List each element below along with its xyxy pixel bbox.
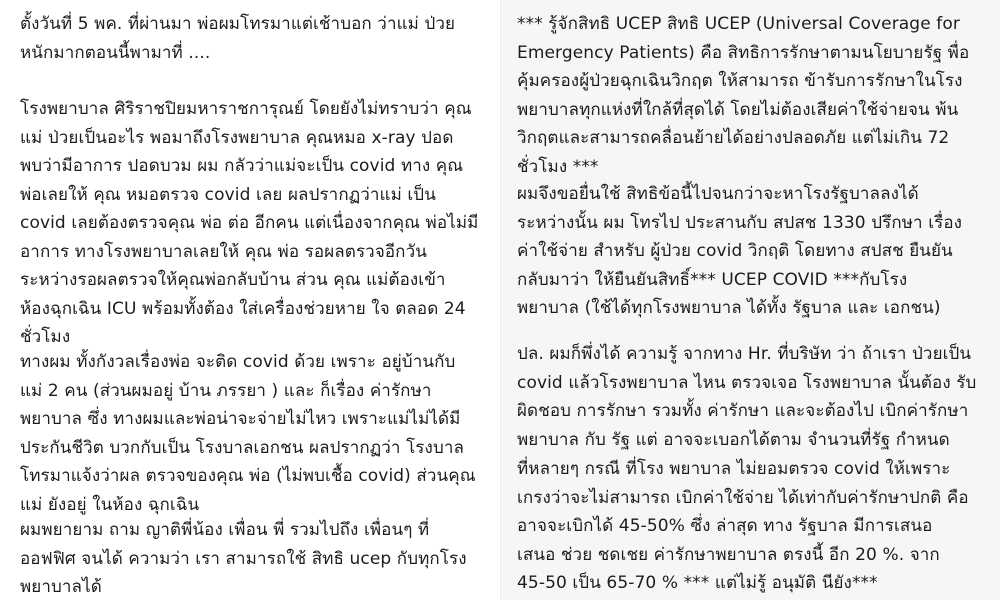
text-line: อาจจะเบิกได้ 45-50% ซึ่ง ล่าสุด ทาง รัฐบาล มีการเสนอ: [517, 516, 933, 536]
text-line: พบว่ามีอาการ ปอดบวม ผม กลัวว่าแม่จะเป็น covid ทาง คุณ: [20, 156, 464, 176]
text-line: โรงพยาบาล ศิริราชปิยมหาราชการุณย์ โดยยังไม่ทราบว่า คุณ: [20, 99, 472, 119]
paragraph-claim: [517, 180, 989, 323]
paragraph-worries: [20, 348, 488, 519]
text-line: ประกันชีวิต บวกกับเป็น โรงบาลเอกชน ผลปรากฏว่า โรงบาล: [20, 437, 464, 458]
text-line: อาการ ทางโรงพยาบาลเลยให้ คุณ พ่อ รอผลตรวจอีกวัน: [20, 241, 427, 262]
text-line: คุ้มครองผู้ป่วยฉุกเฉินวิกฤต ให้สามารถ ข้ารับการรักษาในโรง: [517, 71, 963, 91]
text-line: ระหว่างนั้น ผม โทรไป ประสานกับ สปสช 1330 ปรึกษา เรื่อง: [517, 212, 963, 233]
paragraph-hospital: [20, 95, 488, 352]
text-line: ค่าใช้จ่าย สำหรับ ผู้ป่วย covid วิกฤติ โดยทาง สปสช ยืนยัน: [517, 241, 953, 261]
text-line: covid เลยต้องตรวจคุณ พ่อ ต่อ อีกคน แต่เนื่องจากคุณ พ่อไม่มี: [20, 213, 479, 233]
text-line: กลับมาว่า ให้ยืนยันสิทธิ์*** UCEP COVID ***กับโรง: [517, 269, 908, 290]
text-line: ทางผม ทั้งกังวลเรื่องพ่อ จะติด covid ด้วย เพราะ อยู่บ้านกับ: [20, 352, 456, 372]
paragraph-reimbursement: [517, 455, 989, 598]
text-line: ห้องฉุกเฉิน ICU พร้อมทั้งต้อง ใส่เครื่องช่วยหาย ใจ ตลอด 24: [20, 298, 466, 319]
text-line: ชั่วโมง ***: [517, 156, 599, 177]
text-line: เสนอ ช่วย ชดเชย ค่ารักษาพยาบาล ตรงนี้ อีก 20 %. จาก: [517, 544, 940, 565]
text-line: เกรงว่าจะไม่สามารถ เบิกค่าใช้จ่าย ได้เท่ากับค่ารักษาปกติ คือ: [517, 487, 969, 508]
text-line: ตั้งวันที่ 5 พค. ที่ผ่านมา พ่อผมโทรมาแต่เช้าบอก ว่าแม่ ป่วย: [20, 14, 456, 34]
text-line: ชั่วโมง: [20, 327, 71, 347]
paragraph-intro: [20, 10, 488, 67]
text-line: covid แล้วโรงพยาบาล ไหน ตรวจเจอ โรงพยาบาล นั้นต้อง รับ: [517, 372, 977, 393]
text-line: แม่ ยังอยู่ ในห้อง ฉุกเฉิน: [20, 494, 200, 515]
text-line: ผิดชอบ การรักษา รวมทั้ง ค่ารักษา และจะต้องไป เบิกค่ารักษา: [517, 401, 969, 421]
text-line: แม่ 2 คน (ส่วนผมอยู่ บ้าน ภรรยา ) และ ก็เรื่อง ค่ารักษา: [20, 380, 432, 401]
text-line: 45-50 เป็น 65-70 % *** แต่ไม่รู้ อนุมัติ นียัง***: [517, 573, 878, 593]
text-line: หนักมากตอนนี้พามาที่ ....: [20, 42, 211, 63]
text-line: โทรมาแจ้งว่าผล ตรวจของคุณ พ่อ (ไม่พบเชื้อ covid) ส่วนคุณ: [20, 466, 476, 486]
text-line: ระหว่างรอผลตรวจให้คุณพ่อกลับบ้าน ส่วน คุณ แม่ต้องเข้า: [20, 270, 446, 290]
paragraph-ucep-definition: [517, 10, 989, 181]
text-line: ออฟฟิศ จนได้ ความว่า เรา สามารถใช้ สิทธิ ucep กับทุกโรง: [20, 548, 467, 569]
text-line: Emergency Patients) คือ สิทธิการรักษาตามนโยบายรัฐ พื่อ: [517, 42, 970, 63]
paragraph-ps: [517, 340, 989, 454]
text-line: วิกฤตและสามารถคลื่อนย้ายได้อย่างปลอดภัย แต่ไม่เกิน 72: [517, 128, 950, 148]
text-line: แม่ ป่วยเป็นอะไร พอมาถึงโรงพยาบาล คุณหมอ x-ray ปอด: [20, 127, 454, 148]
text-line: พยาบาล กับ รัฐ แต่ อาจจะเบอกได้ตาม จำนวนที่รัฐ กำหนด: [517, 429, 950, 450]
text-line: พยาบาล (ใช้ได้ทุกโรงพยาบาล ได้ทั้ง รัฐบาล และ เอกชน): [517, 298, 941, 318]
text-line: พ่อเลยให้ คุณ หมอตรวจ covid เลย ผลปรากฏว่าแม่ เป็น: [20, 184, 436, 205]
text-line: ที่หลายๆ กรณี ที่โรง พยาบาล ไม่ยอมตรวจ covid ให้เพราะ: [517, 459, 951, 479]
text-line: ปล. ผมก็พึ่งได้ ความรู้ จากทาง Hr. ที่บริษัท ว่า ถ้าเรา ป่วยเป็น: [517, 344, 972, 364]
paragraph-ucep-rights: [20, 516, 488, 600]
text-line: *** รู้จักสิทธิ UCEP สิทธิ UCEP (Universal Coverage for: [517, 14, 960, 34]
right-column: [500, 0, 1000, 600]
text-line: ผมจึงขอยื่นใช้ สิทธิข้อนี้ไปจนกว่าจะหาโรงรัฐบาลลงได้: [517, 184, 919, 204]
text-line: พยาบาลทุกแห่งที่ใกล้ที่สุดได้ โดยไม่ต้องเสียค่าใช้จ่ายจน พ้น: [517, 99, 959, 120]
text-line: พยาบาลได้: [20, 577, 102, 597]
text-line: ผมพยายาม ถาม ญาติพี่น้อง เพื่อน พี่ รวมไปถึง เพื่อนๆ ที่: [20, 520, 430, 540]
text-line: พยาบาล ซึ่ง ทางผมและพ่อน่าจะจ่ายไม่ไหว เพราะแม่ไม่ได้มี: [20, 409, 461, 429]
